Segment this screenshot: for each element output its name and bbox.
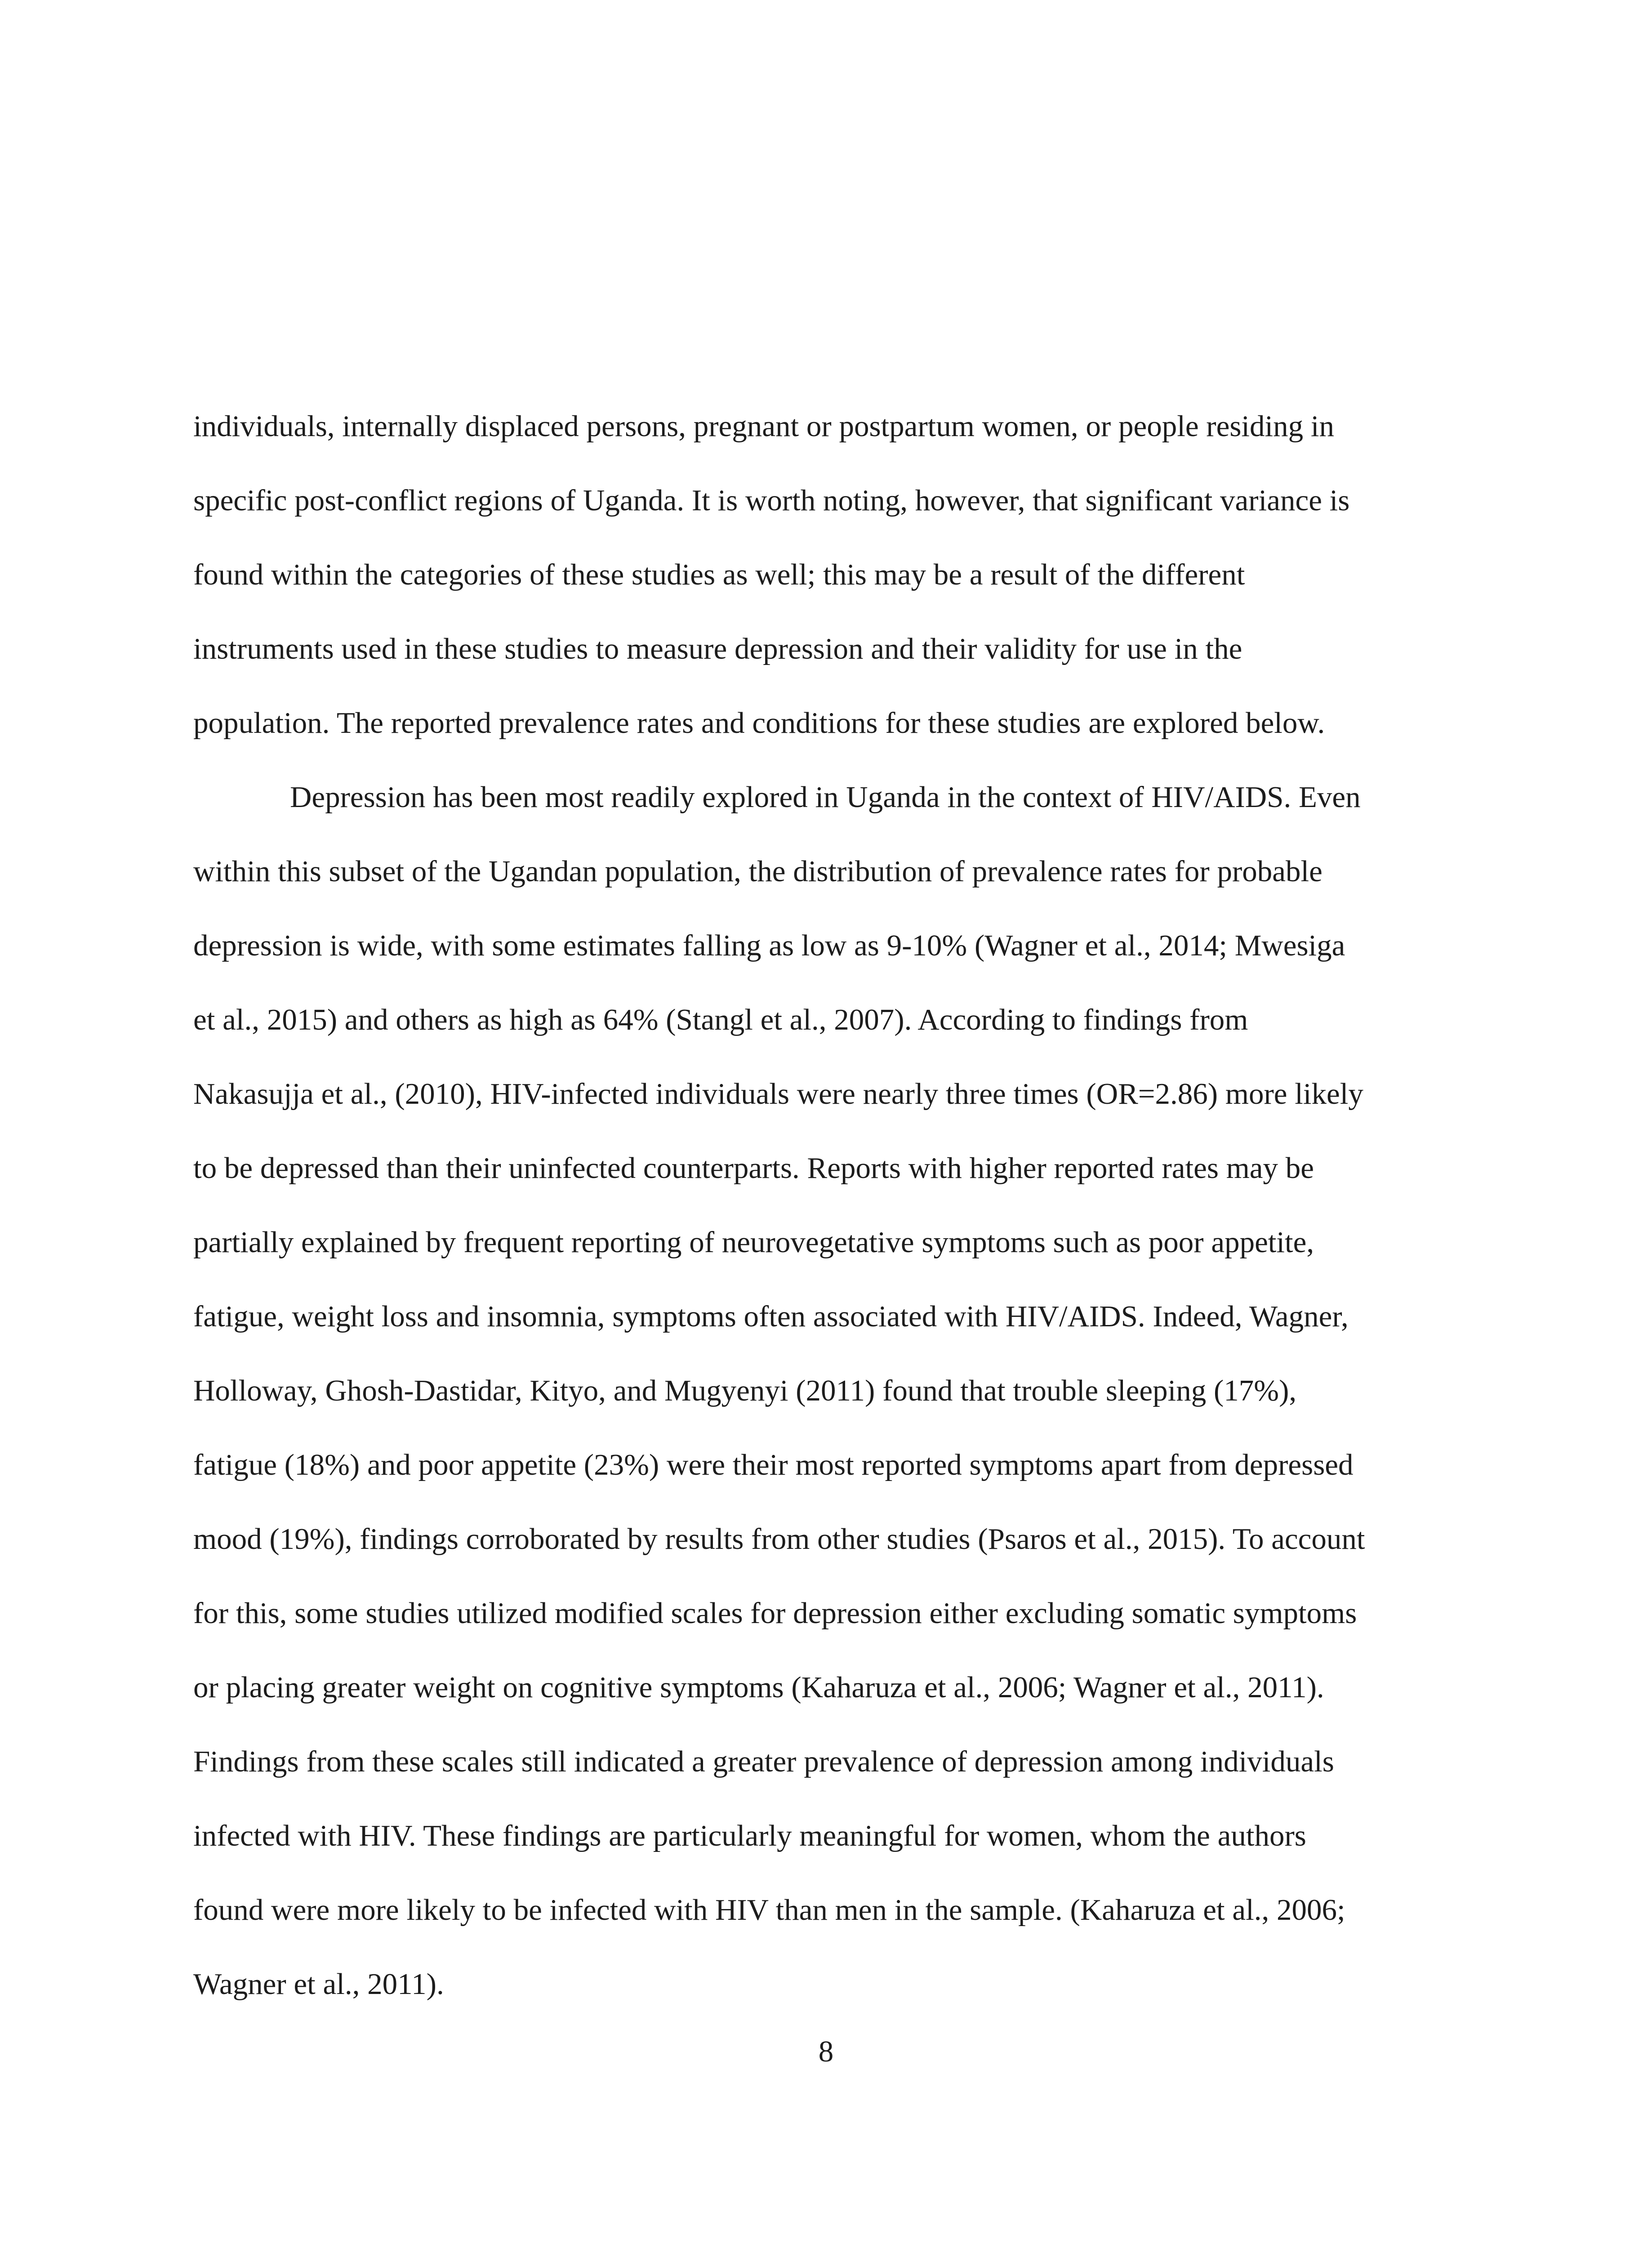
text-line: fatigue (18%) and poor appetite (23%) were their most reported symptoms apart from depressed	[193, 1448, 1354, 1481]
text-line: individuals, internally displaced persons, pregnant or postpartum women, or people residing in	[193, 410, 1335, 443]
text-line: mood (19%), findings corroborated by results from other studies (Psaros et al., 2015). To account	[193, 1522, 1365, 1556]
text-line: found were more likely to be infected with HIV than men in the sample. (Kaharuza et al., 2006;	[193, 1893, 1345, 1927]
text-line: Depression has been most readily explored in Uganda in the context of HIV/AIDS. Even	[290, 781, 1361, 814]
paragraph-2	[193, 760, 1456, 2021]
text-line: Holloway, Ghosh-Dastidar, Kityo, and Mugyenyi (2011) found that trouble sleeping (17%),	[193, 1374, 1297, 1407]
text-line: Wagner et al., 2011).	[193, 1967, 444, 2001]
paragraph-1	[193, 389, 1456, 760]
text-line: within this subset of the Ugandan population, the distribution of prevalence rates for probable	[193, 855, 1322, 888]
text-line: infected with HIV. These findings are particularly meaningful for women, whom the authors	[193, 1819, 1306, 1852]
text-line: found within the categories of these studies as well; this may be a result of the different	[193, 558, 1245, 591]
text-line: to be depressed than their uninfected counterparts. Reports with higher reported rates may be	[193, 1151, 1314, 1185]
text-line: et al., 2015) and others as high as 64% (Stangl et al., 2007). According to findings from	[193, 1003, 1248, 1036]
body-text	[193, 389, 1456, 2021]
text-line: depression is wide, with some estimates falling as low as 9-10% (Wagner et al., 2014; Mwesiga	[193, 929, 1345, 962]
text-line: population. The reported prevalence rates and conditions for these studies are explored below.	[193, 706, 1325, 740]
text-line: specific post-conflict regions of Uganda. It is worth noting, however, that significant variance is	[193, 484, 1350, 517]
text-line: instruments used in these studies to measure depression and their validity for use in the	[193, 632, 1242, 665]
text-line: for this, some studies utilized modified scales for depression either excluding somatic symptoms	[193, 1597, 1357, 1630]
page-number: 8	[818, 2035, 834, 2068]
text-line: Nakasujja et al., (2010), HIV-infected individuals were nearly three times (OR=2.86) more likely	[193, 1077, 1363, 1111]
text-line: partially explained by frequent reporting of neurovegetative symptoms such as poor appetite,	[193, 1226, 1314, 1259]
text-line: Findings from these scales still indicated a greater prevalence of depression among individuals	[193, 1745, 1334, 1778]
text-line: or placing greater weight on cognitive symptoms (Kaharuza et al., 2006; Wagner et al., 2011).	[193, 1671, 1324, 1704]
text-line: fatigue, weight loss and insomnia, symptoms often associated with HIV/AIDS. Indeed, Wagner,	[193, 1300, 1349, 1333]
